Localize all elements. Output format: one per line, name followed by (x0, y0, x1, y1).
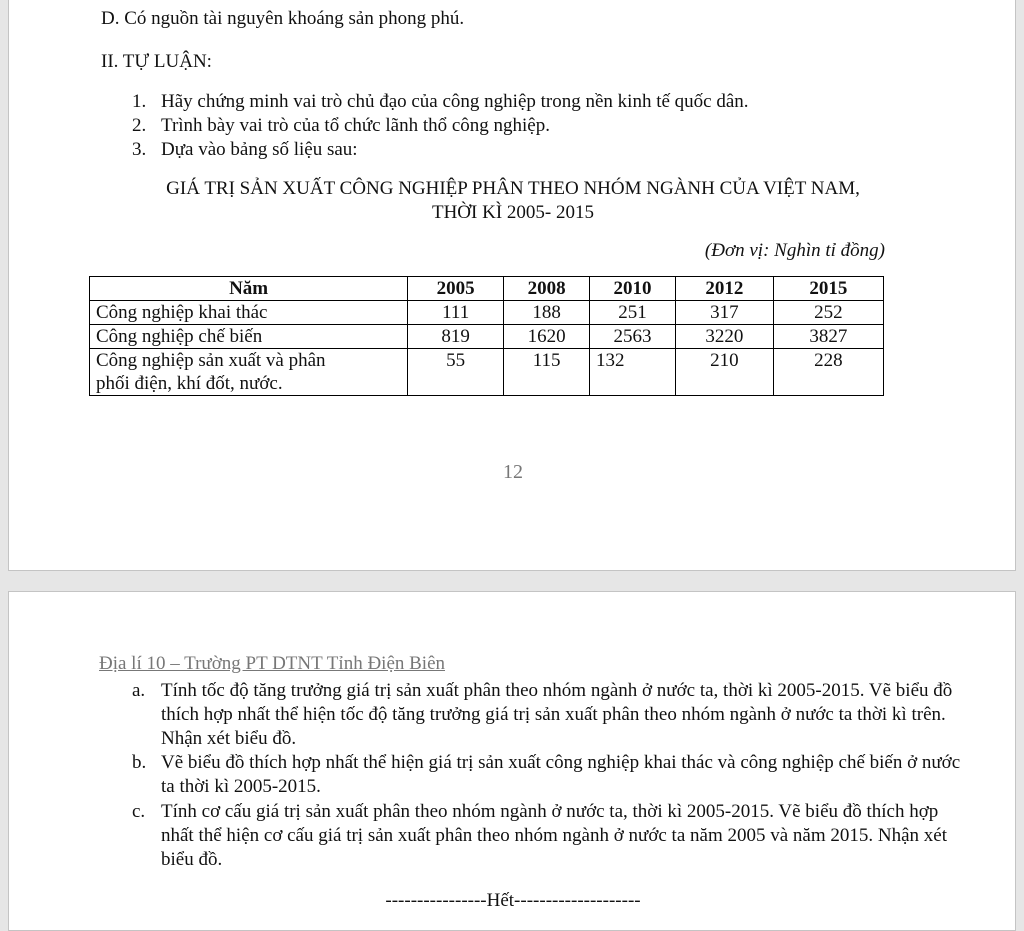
subquestion-letter: c. (132, 801, 146, 822)
subquestion-text: Tính tốc độ tăng trưởng giá trị sản xuất phân theo nhóm ngành ở nước ta, thời kì 2005-2015. Vẽ biểu đồ thích hợp nhất thể hiện tốc độ tăng trưởng giá trị sản xuất phân theo nhóm ngành ở nước ta thời kì trên. Nhận xét biểu đồ. (161, 680, 953, 749)
subquestion-text: Vẽ biểu đồ thích hợp nhất thể hiện giá trị sản xuất công nghiệp khai thác và công nghiệp chế biến ở nước ta thời kì 2005-2015. (161, 752, 961, 797)
row-label-line1: Công nghiệp sản xuất và phân (96, 350, 326, 371)
header-2010: 2010 (590, 277, 676, 301)
table-title-line1: GIÁ TRỊ SẢN XUẤT CÔNG NGHIỆP PHÂN THEO NHÓM NGÀNH CỦA VIỆT NAM, (166, 178, 860, 199)
table-row (90, 301, 884, 325)
table-header-row (90, 277, 884, 301)
table-cell: 251 (590, 301, 676, 325)
document-page-12 (8, 0, 1016, 571)
question-text: Dựa vào bảng số liệu sau: (161, 139, 358, 160)
page-number: 12 (503, 461, 523, 483)
table-cell: 132 (590, 349, 676, 396)
table-row (90, 325, 884, 349)
header-2005: 2005 (408, 277, 504, 301)
question-text: Trình bày vai trò của tổ chức lãnh thổ công nghiệp. (161, 115, 550, 136)
question-number: 1. (132, 91, 147, 112)
table-cell: 252 (773, 301, 883, 325)
header-year: Năm (90, 277, 408, 301)
table-cell: 188 (504, 301, 590, 325)
subquestion-letter: a. (132, 680, 146, 701)
header-2008: 2008 (504, 277, 590, 301)
table-cell: 317 (675, 301, 773, 325)
industry-value-table (89, 276, 884, 396)
table-row (90, 349, 884, 396)
subquestion-text: Tính cơ cấu giá trị sản xuất phân theo nhóm ngành ở nước ta, thời kì 2005-2015. Vẽ biểu đồ thích hợp nhất thể hiện cơ cấu giá trị sản xuất phân theo nhóm ngành ở nước ta năm 2005 và năm 2015. Nhận xét biểu đồ. (161, 801, 947, 870)
unit-note: (Đơn vị: Nghìn tỉ đồng) (704, 240, 885, 261)
table-cell: 2563 (590, 325, 676, 349)
end-marker: ----------------Hết-------------------- (385, 890, 641, 911)
option-d: D. Có nguồn tài nguyên khoáng sản phong phú. (101, 8, 465, 29)
table-cell: 115 (504, 349, 590, 396)
table-cell: 210 (675, 349, 773, 396)
question-number: 2. (132, 115, 147, 136)
section-title: II. TỰ LUẬN: (101, 51, 212, 72)
table-cell: 1620 (504, 325, 590, 349)
table-cell: 3220 (675, 325, 773, 349)
table-cell: 3827 (773, 325, 883, 349)
row-label: Công nghiệp khai thác (90, 301, 408, 325)
row-label (90, 349, 408, 396)
row-label: Công nghiệp chế biến (90, 325, 408, 349)
question-number: 3. (132, 139, 147, 160)
header-2015: 2015 (773, 277, 883, 301)
table-cell: 819 (408, 325, 504, 349)
table-title-line2: THỜI KÌ 2005- 2015 (431, 202, 594, 223)
subquestion-letter: b. (132, 752, 147, 773)
row-label-line2: phối điện, khí đốt, nước. (96, 373, 283, 394)
question-text: Hãy chứng minh vai trò chủ đạo của công nghiệp trong nền kinh tế quốc dân. (161, 91, 749, 112)
header-2012: 2012 (675, 277, 773, 301)
table-cell: 228 (773, 349, 883, 396)
document-page-13 (8, 591, 1016, 931)
table-cell: 55 (408, 349, 504, 396)
table-cell: 111 (408, 301, 504, 325)
page-header: Địa lí 10 – Trường PT DTNT Tỉnh Điện Biên (99, 653, 446, 674)
